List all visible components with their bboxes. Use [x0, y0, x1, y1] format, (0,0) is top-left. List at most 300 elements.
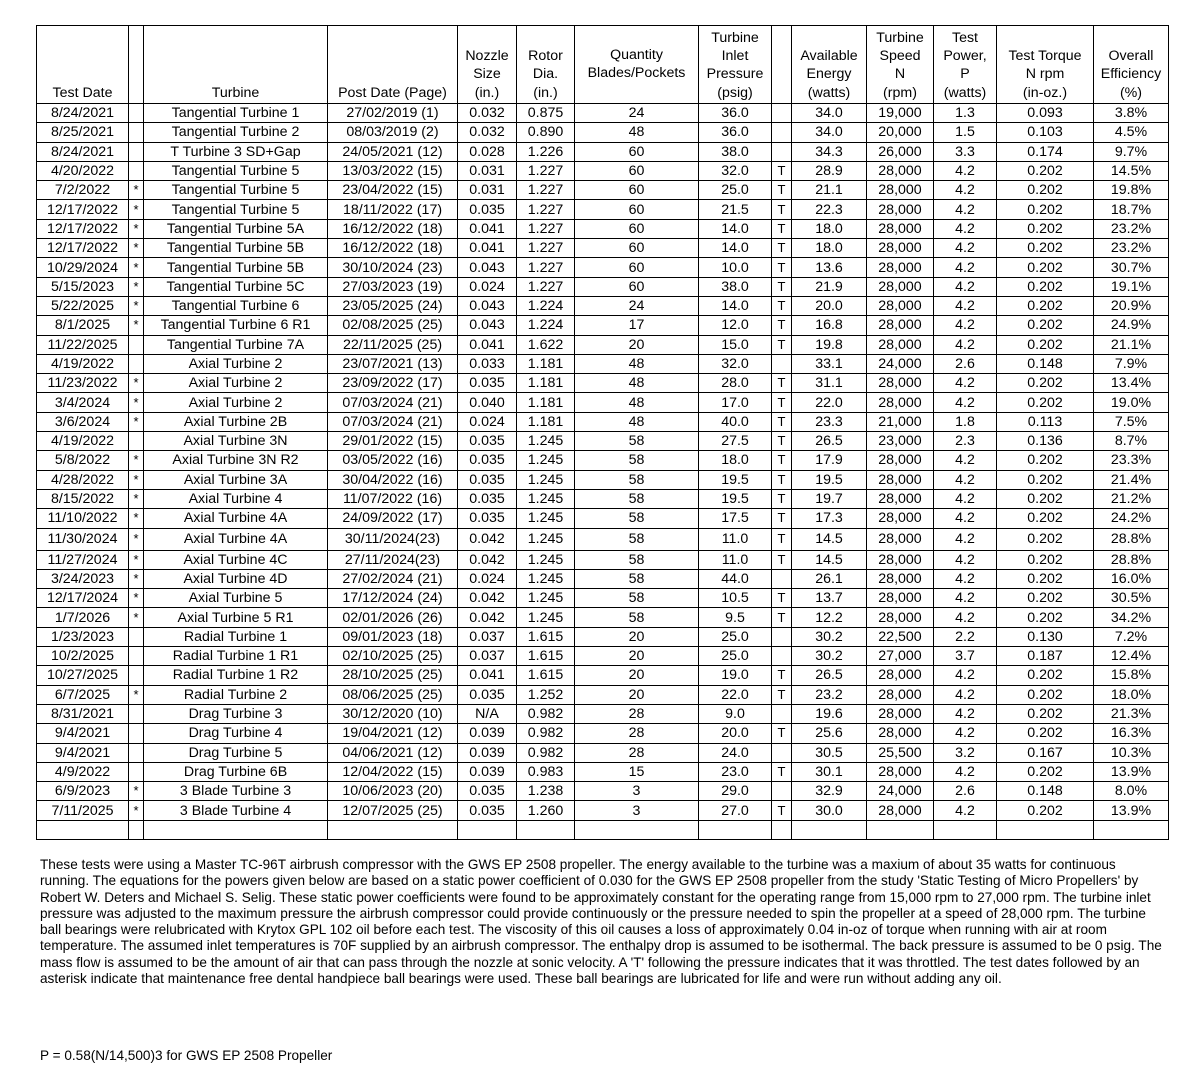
- cell-overall-efficiency: 34.2%: [1094, 608, 1169, 627]
- cell-test-torque: 0.202: [997, 704, 1094, 723]
- cell-throttle-flag: T: [772, 724, 792, 743]
- cell-inlet-pressure: 10.0: [699, 258, 772, 277]
- cell-throttle-flag: T: [772, 666, 792, 685]
- cell-inlet-pressure: 23.0: [699, 762, 772, 781]
- cell-test-power: 4.2: [934, 470, 997, 489]
- cell-inlet-pressure: 9.5: [699, 608, 772, 627]
- cell-available-energy: 18.0: [792, 239, 867, 258]
- cell-throttle-flag: T: [772, 316, 792, 335]
- table-row: [37, 296, 1169, 315]
- cell-available-energy: 19.5: [792, 470, 867, 489]
- cell-test-date: 8/24/2021: [37, 104, 129, 123]
- cell-throttle-flag: T: [772, 451, 792, 470]
- cell-throttle-flag-empty: [772, 820, 792, 839]
- cell-available-energy: 28.9: [792, 161, 867, 180]
- cell-overall-efficiency: 16.0%: [1094, 569, 1169, 588]
- cell-test-date: 6/9/2023: [37, 782, 129, 801]
- cell-bearing-asterisk: *: [129, 489, 144, 508]
- table-row-empty: [37, 820, 1169, 839]
- cell-throttle-flag: T: [772, 219, 792, 238]
- cell-rotor-dia: 1.245: [517, 470, 575, 489]
- cell-inlet-pressure: 17.5: [699, 509, 772, 528]
- cell-nozzle-size: 0.035: [458, 489, 517, 508]
- header-asterisk: [129, 26, 144, 104]
- cell-quantity: 58: [575, 432, 699, 451]
- cell-test-date-empty: [37, 820, 129, 839]
- cell-turbine-name: Axial Turbine 5: [144, 589, 328, 608]
- cell-inlet-pressure: 38.0: [699, 277, 772, 296]
- cell-inlet-pressure: 36.0: [699, 104, 772, 123]
- cell-test-power: 4.2: [934, 451, 997, 470]
- cell-test-torque: 0.148: [997, 354, 1094, 373]
- header-rotor-line: (in.): [533, 84, 558, 101]
- cell-test-torque: 0.202: [997, 296, 1094, 315]
- cell-turbine-speed: 28,000: [867, 219, 934, 238]
- cell-overall-efficiency: 7.9%: [1094, 354, 1169, 373]
- cell-overall-efficiency: 3.8%: [1094, 104, 1169, 123]
- cell-nozzle-size: 0.028: [458, 142, 517, 161]
- cell-rotor-dia: 1.615: [517, 627, 575, 646]
- cell-bearing-asterisk: [129, 666, 144, 685]
- cell-inlet-pressure: 32.0: [699, 354, 772, 373]
- header-torque-line: Test Torque: [1008, 48, 1082, 65]
- cell-available-energy: 14.5: [792, 528, 867, 550]
- header-power-line: Test: [951, 29, 979, 46]
- cell-post-date: 02/01/2026 (26): [328, 608, 458, 627]
- cell-test-power: 3.7: [934, 647, 997, 666]
- cell-turbine-speed: 28,000: [867, 200, 934, 219]
- cell-quantity: 20: [575, 647, 699, 666]
- cell-inlet-pressure: 20.0: [699, 724, 772, 743]
- cell-nozzle-size: 0.035: [458, 432, 517, 451]
- cell-turbine-name: Axial Turbine 4A: [144, 528, 328, 550]
- cell-inlet-pressure: 18.0: [699, 451, 772, 470]
- cell-nozzle-size: 0.039: [458, 743, 517, 762]
- cell-nozzle-size: 0.041: [458, 335, 517, 354]
- cell-test-date: 3/6/2024: [37, 412, 129, 431]
- cell-test-power: 4.2: [934, 685, 997, 704]
- cell-available-energy: 20.0: [792, 296, 867, 315]
- cell-turbine-name: Axial Turbine 2: [144, 374, 328, 393]
- header-pressure-line: Turbine: [711, 29, 759, 46]
- cell-inlet-pressure: 19.5: [699, 470, 772, 489]
- cell-turbine-speed: 28,000: [867, 704, 934, 723]
- cell-throttle-flag: [772, 743, 792, 762]
- header-torque-line: N rpm: [1025, 66, 1065, 83]
- cell-inlet-pressure: 14.0: [699, 296, 772, 315]
- cell-overall-efficiency: 21.4%: [1094, 470, 1169, 489]
- cell-throttle-flag: T: [772, 374, 792, 393]
- cell-turbine-name: Drag Turbine 6B: [144, 762, 328, 781]
- cell-test-torque: 0.136: [997, 432, 1094, 451]
- cell-test-torque: 0.202: [997, 335, 1094, 354]
- cell-turbine-name: Tangential Turbine 6 R1: [144, 316, 328, 335]
- cell-rotor-dia: 1.181: [517, 393, 575, 412]
- cell-test-torque: 0.093: [997, 104, 1094, 123]
- cell-inlet-pressure: 32.0: [699, 161, 772, 180]
- cell-test-date: 8/1/2025: [37, 316, 129, 335]
- cell-rotor-dia: 1.181: [517, 374, 575, 393]
- cell-test-torque: 0.202: [997, 219, 1094, 238]
- cell-overall-efficiency: 15.8%: [1094, 666, 1169, 685]
- notes-paragraph: These tests were using a Master TC-96T airbrush compressor with the GWS EP 2508 propeller. The energy available to the turbine was a maxium of about 35 watts for continuous running. The equations for the powers given below are based on a static power coefficient of 0.030 for the GWS EP 2508 propeller from the study 'Static Testing of Micro Propellers' by Robert W. Deters and Michael S. Selig. These static power coefficients were found to be approximately constant for the operating range from 15,000 rpm to 27,000 rpm. The turbine inlet pressure was adjusted to the maximum pressure the airbrush compressor could provide continuously or the pressure needed to spin the propeller at a speed of 28,000 rpm. The turbine ball bearings were relubricated with Krytox GPL 102 oil before each test. The viscosity of this oil causes a loss of approximately 0.04 in-oz of torque when running with air at room temperature. The assumed inlet temperatures is 70F supplied by an airbrush compressor. The enthalpy drop is assumed to be isothermal. The back pressure is assumed to be 0 psig. The mass flow is assumed to be the amount of air that can pass through the nozzle at sonic velocity. A 'T' following the pressure indicates that it was throttled. The test dates followed by an asterisk indicate that maintenance free dental handpiece ball bearings were used. These ball bearings are lubricated for life and were run without adding any oil.: [40, 857, 1162, 987]
- cell-rotor-dia: 1.227: [517, 277, 575, 296]
- cell-quantity: 60: [575, 181, 699, 200]
- cell-inlet-pressure: 40.0: [699, 412, 772, 431]
- cell-inlet-pressure: 25.0: [699, 181, 772, 200]
- cell-turbine-speed: 22,500: [867, 627, 934, 646]
- cell-turbine-name: Drag Turbine 5: [144, 743, 328, 762]
- cell-throttle-flag: T: [772, 589, 792, 608]
- cell-test-torque: 0.187: [997, 647, 1094, 666]
- cell-available-energy: 34.3: [792, 142, 867, 161]
- cell-available-energy: 31.1: [792, 374, 867, 393]
- cell-throttle-flag: T: [772, 393, 792, 412]
- cell-overall-efficiency: 23.2%: [1094, 219, 1169, 238]
- cell-test-torque: 0.174: [997, 142, 1094, 161]
- cell-bearing-asterisk: [129, 104, 144, 123]
- cell-nozzle-size: 0.035: [458, 509, 517, 528]
- cell-quantity: 3: [575, 782, 699, 801]
- cell-turbine-name: Axial Turbine 4A: [144, 509, 328, 528]
- cell-overall-efficiency: 28.8%: [1094, 550, 1169, 569]
- table-row: [37, 470, 1169, 489]
- cell-inlet-pressure: 11.0: [699, 528, 772, 550]
- cell-nozzle-size: 0.032: [458, 104, 517, 123]
- cell-available-energy: 19.7: [792, 489, 867, 508]
- cell-rotor-dia: 1.260: [517, 801, 575, 820]
- header-speed-line: Speed: [879, 48, 921, 65]
- cell-test-torque: 0.202: [997, 589, 1094, 608]
- cell-available-energy: 21.1: [792, 181, 867, 200]
- cell-bearing-asterisk: *: [129, 470, 144, 489]
- table-row: [37, 393, 1169, 412]
- cell-test-power: 2.3: [934, 432, 997, 451]
- table-row: [37, 782, 1169, 801]
- cell-inlet-pressure: 19.5: [699, 489, 772, 508]
- cell-test-power: 4.2: [934, 801, 997, 820]
- header-test-torque: [997, 26, 1094, 104]
- cell-available-energy: 30.0: [792, 801, 867, 820]
- cell-throttle-flag: T: [772, 296, 792, 315]
- header-power-line: (watts): [943, 84, 987, 101]
- cell-post-date: 16/12/2022 (18): [328, 219, 458, 238]
- cell-test-torque: 0.202: [997, 528, 1094, 550]
- cell-nozzle-size: 0.043: [458, 296, 517, 315]
- cell-quantity: 60: [575, 258, 699, 277]
- cell-test-date: 7/11/2025: [37, 801, 129, 820]
- cell-post-date: 27/11/2024(23): [328, 550, 458, 569]
- cell-available-energy: 16.8: [792, 316, 867, 335]
- cell-available-energy: 18.0: [792, 219, 867, 238]
- cell-available-energy: 22.0: [792, 393, 867, 412]
- table-row: [37, 277, 1169, 296]
- cell-bearing-asterisk: [129, 161, 144, 180]
- cell-post-date: 28/10/2025 (25): [328, 666, 458, 685]
- cell-throttle-flag: T: [772, 432, 792, 451]
- power-formula: [40, 1048, 332, 1064]
- cell-inlet-pressure: 36.0: [699, 123, 772, 142]
- cell-available-energy: 26.5: [792, 666, 867, 685]
- cell-available-energy: 14.5: [792, 550, 867, 569]
- cell-test-date: 10/27/2025: [37, 666, 129, 685]
- cell-bearing-asterisk: *: [129, 374, 144, 393]
- cell-quantity: 28: [575, 743, 699, 762]
- header-test-power: [934, 26, 997, 104]
- cell-post-date: 27/02/2024 (21): [328, 569, 458, 588]
- cell-test-power: 4.2: [934, 666, 997, 685]
- cell-turbine-speed: 21,000: [867, 412, 934, 431]
- cell-turbine-speed: 26,000: [867, 142, 934, 161]
- cell-bearing-asterisk: *: [129, 589, 144, 608]
- cell-bearing-asterisk: *: [129, 801, 144, 820]
- table-row: [37, 354, 1169, 373]
- cell-turbine-name: Axial Turbine 5 R1: [144, 608, 328, 627]
- cell-rotor-dia: 1.224: [517, 296, 575, 315]
- cell-turbine-speed: 28,000: [867, 724, 934, 743]
- cell-test-power: 4.2: [934, 393, 997, 412]
- cell-test-power: 4.2: [934, 589, 997, 608]
- cell-throttle-flag: T: [772, 181, 792, 200]
- cell-throttle-flag: T: [772, 470, 792, 489]
- cell-inlet-pressure: 14.0: [699, 219, 772, 238]
- cell-nozzle-size: 0.033: [458, 354, 517, 373]
- cell-throttle-flag: [772, 627, 792, 646]
- cell-test-date: 11/22/2025: [37, 335, 129, 354]
- cell-throttle-flag: T: [772, 200, 792, 219]
- cell-test-power-empty: [934, 820, 997, 839]
- cell-bearing-asterisk: [129, 354, 144, 373]
- cell-rotor-dia: 0.983: [517, 762, 575, 781]
- table-row: [37, 432, 1169, 451]
- cell-available-energy: 33.1: [792, 354, 867, 373]
- cell-turbine-speed: 28,000: [867, 258, 934, 277]
- cell-quantity: 58: [575, 608, 699, 627]
- cell-test-date: 8/24/2021: [37, 142, 129, 161]
- cell-available-energy: 26.5: [792, 432, 867, 451]
- cell-nozzle-size: 0.031: [458, 161, 517, 180]
- table-row: [37, 258, 1169, 277]
- cell-quantity: 48: [575, 123, 699, 142]
- header-turbine: [144, 26, 328, 104]
- cell-turbine-speed: 28,000: [867, 762, 934, 781]
- table-row: [37, 509, 1169, 528]
- table-row: [37, 451, 1169, 470]
- cell-test-power: 4.2: [934, 219, 997, 238]
- cell-turbine-name: Axial Turbine 4D: [144, 569, 328, 588]
- cell-overall-efficiency: 30.5%: [1094, 589, 1169, 608]
- cell-overall-efficiency: 8.7%: [1094, 432, 1169, 451]
- cell-throttle-flag: T: [772, 801, 792, 820]
- cell-rotor-dia: 1.245: [517, 589, 575, 608]
- header-energy-line: Available: [800, 48, 858, 65]
- table-row: [37, 528, 1169, 550]
- table-row: [37, 801, 1169, 820]
- cell-turbine-speed: 28,000: [867, 801, 934, 820]
- cell-turbine-name: Tangential Turbine 5: [144, 161, 328, 180]
- table-row: [37, 608, 1169, 627]
- cell-post-date: 27/02/2019 (1): [328, 104, 458, 123]
- cell-turbine-name: Axial Turbine 4C: [144, 550, 328, 569]
- cell-nozzle-size: 0.042: [458, 528, 517, 550]
- cell-throttle-flag: [772, 104, 792, 123]
- cell-bearing-asterisk: [129, 762, 144, 781]
- cell-rotor-dia: 1.245: [517, 509, 575, 528]
- cell-post-date: 10/06/2023 (20): [328, 782, 458, 801]
- cell-rotor-dia: 1.226: [517, 142, 575, 161]
- cell-bearing-asterisk: *: [129, 509, 144, 528]
- table-row: [37, 316, 1169, 335]
- cell-post-date: 22/11/2025 (25): [328, 335, 458, 354]
- table-row: [37, 104, 1169, 123]
- cell-turbine-speed: 28,000: [867, 296, 934, 315]
- cell-overall-efficiency: 21.1%: [1094, 335, 1169, 354]
- cell-bearing-asterisk: *: [129, 782, 144, 801]
- cell-turbine-name: Tangential Turbine 5B: [144, 258, 328, 277]
- cell-bearing-asterisk: [129, 335, 144, 354]
- cell-overall-efficiency: 9.7%: [1094, 142, 1169, 161]
- cell-inlet-pressure: 28.0: [699, 374, 772, 393]
- cell-overall-efficiency: 18.0%: [1094, 685, 1169, 704]
- cell-inlet-pressure: 14.0: [699, 239, 772, 258]
- cell-rotor-dia: 1.245: [517, 489, 575, 508]
- cell-rotor-dia: 1.615: [517, 647, 575, 666]
- cell-bearing-asterisk: *: [129, 550, 144, 569]
- cell-test-power: 3.3: [934, 142, 997, 161]
- cell-overall-efficiency: 13.4%: [1094, 374, 1169, 393]
- table-header-row: [37, 26, 1169, 104]
- table-row: [37, 412, 1169, 431]
- cell-available-energy: 32.9: [792, 782, 867, 801]
- cell-test-torque: 0.103: [997, 123, 1094, 142]
- cell-nozzle-size: 0.043: [458, 316, 517, 335]
- cell-turbine-speed: 28,000: [867, 277, 934, 296]
- cell-turbine-name: Tangential Turbine 1: [144, 104, 328, 123]
- header-available-energy: [792, 26, 867, 104]
- cell-overall-efficiency: 19.1%: [1094, 277, 1169, 296]
- cell-available-energy: 17.3: [792, 509, 867, 528]
- cell-test-date: 11/23/2022: [37, 374, 129, 393]
- cell-post-date: 30/12/2020 (10): [328, 704, 458, 723]
- cell-post-date: 24/05/2021 (12): [328, 142, 458, 161]
- cell-overall-efficiency: 23.3%: [1094, 451, 1169, 470]
- cell-throttle-flag: T: [772, 608, 792, 627]
- cell-turbine-name: Tangential Turbine 5: [144, 200, 328, 219]
- cell-rotor-dia: 1.227: [517, 239, 575, 258]
- cell-overall-efficiency: 24.2%: [1094, 509, 1169, 528]
- cell-turbine-name: Drag Turbine 3: [144, 704, 328, 723]
- cell-bearing-asterisk: *: [129, 393, 144, 412]
- cell-overall-efficiency: 12.4%: [1094, 647, 1169, 666]
- cell-quantity: 3: [575, 801, 699, 820]
- cell-test-date: 9/4/2021: [37, 743, 129, 762]
- cell-turbine-speed: 24,000: [867, 354, 934, 373]
- table-row: [37, 239, 1169, 258]
- cell-turbine-speed: 28,000: [867, 393, 934, 412]
- cell-test-torque: 0.202: [997, 470, 1094, 489]
- cell-available-energy: 23.3: [792, 412, 867, 431]
- cell-inlet-pressure: 15.0: [699, 335, 772, 354]
- cell-available-energy: 23.2: [792, 685, 867, 704]
- cell-quantity: 58: [575, 589, 699, 608]
- cell-test-power: 4.2: [934, 550, 997, 569]
- cell-turbine-speed: 28,000: [867, 550, 934, 569]
- cell-test-date: 12/17/2022: [37, 239, 129, 258]
- cell-turbine-name: Axial Turbine 3A: [144, 470, 328, 489]
- cell-bearing-asterisk: [129, 743, 144, 762]
- cell-turbine-name: 3 Blade Turbine 4: [144, 801, 328, 820]
- cell-throttle-flag: [772, 647, 792, 666]
- cell-rotor-dia: 1.238: [517, 782, 575, 801]
- table-row: [37, 724, 1169, 743]
- cell-quantity: 60: [575, 277, 699, 296]
- cell-turbine-speed: 28,000: [867, 528, 934, 550]
- cell-turbine-speed: 28,000: [867, 666, 934, 685]
- table-row: [37, 374, 1169, 393]
- cell-throttle-flag: [772, 704, 792, 723]
- cell-test-power: 4.2: [934, 569, 997, 588]
- cell-available-energy: 12.2: [792, 608, 867, 627]
- table-row: [37, 666, 1169, 685]
- table-row: [37, 335, 1169, 354]
- cell-test-date: 8/25/2021: [37, 123, 129, 142]
- cell-test-date: 12/17/2022: [37, 200, 129, 219]
- cell-quantity: 15: [575, 762, 699, 781]
- cell-test-torque: 0.167: [997, 743, 1094, 762]
- cell-post-date: 18/11/2022 (17): [328, 200, 458, 219]
- cell-available-energy: 21.9: [792, 277, 867, 296]
- cell-turbine-name: Axial Turbine 2: [144, 354, 328, 373]
- cell-turbine-speed-empty: [867, 820, 934, 839]
- cell-nozzle-size: 0.041: [458, 666, 517, 685]
- header-efficiency-line: (%): [1119, 84, 1143, 101]
- header-speed-line: Turbine: [876, 29, 924, 46]
- cell-bearing-asterisk: [129, 704, 144, 723]
- cell-test-power: 1.3: [934, 104, 997, 123]
- cell-rotor-dia: 1.227: [517, 200, 575, 219]
- cell-turbine-speed: 28,000: [867, 451, 934, 470]
- header-inlet-pressure: [699, 26, 772, 104]
- cell-bearing-asterisk: *: [129, 569, 144, 588]
- cell-turbine-speed: 28,000: [867, 239, 934, 258]
- header-test-date-label: Test Date: [52, 84, 113, 101]
- cell-rotor-dia: 1.615: [517, 666, 575, 685]
- cell-test-torque: 0.202: [997, 685, 1094, 704]
- cell-throttle-flag: [772, 123, 792, 142]
- table-row: [37, 704, 1169, 723]
- cell-inlet-pressure: 25.0: [699, 647, 772, 666]
- cell-post-date: 11/07/2022 (16): [328, 489, 458, 508]
- cell-nozzle-size: 0.039: [458, 724, 517, 743]
- cell-overall-efficiency: 7.2%: [1094, 627, 1169, 646]
- header-throttle-flag: [772, 26, 792, 104]
- cell-overall-efficiency: 20.9%: [1094, 296, 1169, 315]
- header-energy-line: (watts): [807, 84, 851, 101]
- turbine-test-table-container: [36, 25, 1169, 840]
- table-row: [37, 489, 1169, 508]
- cell-quantity: 58: [575, 528, 699, 550]
- cell-throttle-flag: T: [772, 550, 792, 569]
- table-row: [37, 142, 1169, 161]
- cell-rotor-dia: 1.227: [517, 258, 575, 277]
- header-test-date: [37, 26, 129, 104]
- cell-test-torque: 0.202: [997, 161, 1094, 180]
- cell-test-torque: 0.202: [997, 666, 1094, 685]
- cell-bearing-asterisk: *: [129, 296, 144, 315]
- cell-test-power: 4.2: [934, 181, 997, 200]
- header-nozzle-size: [458, 26, 517, 104]
- cell-test-power: 4.2: [934, 200, 997, 219]
